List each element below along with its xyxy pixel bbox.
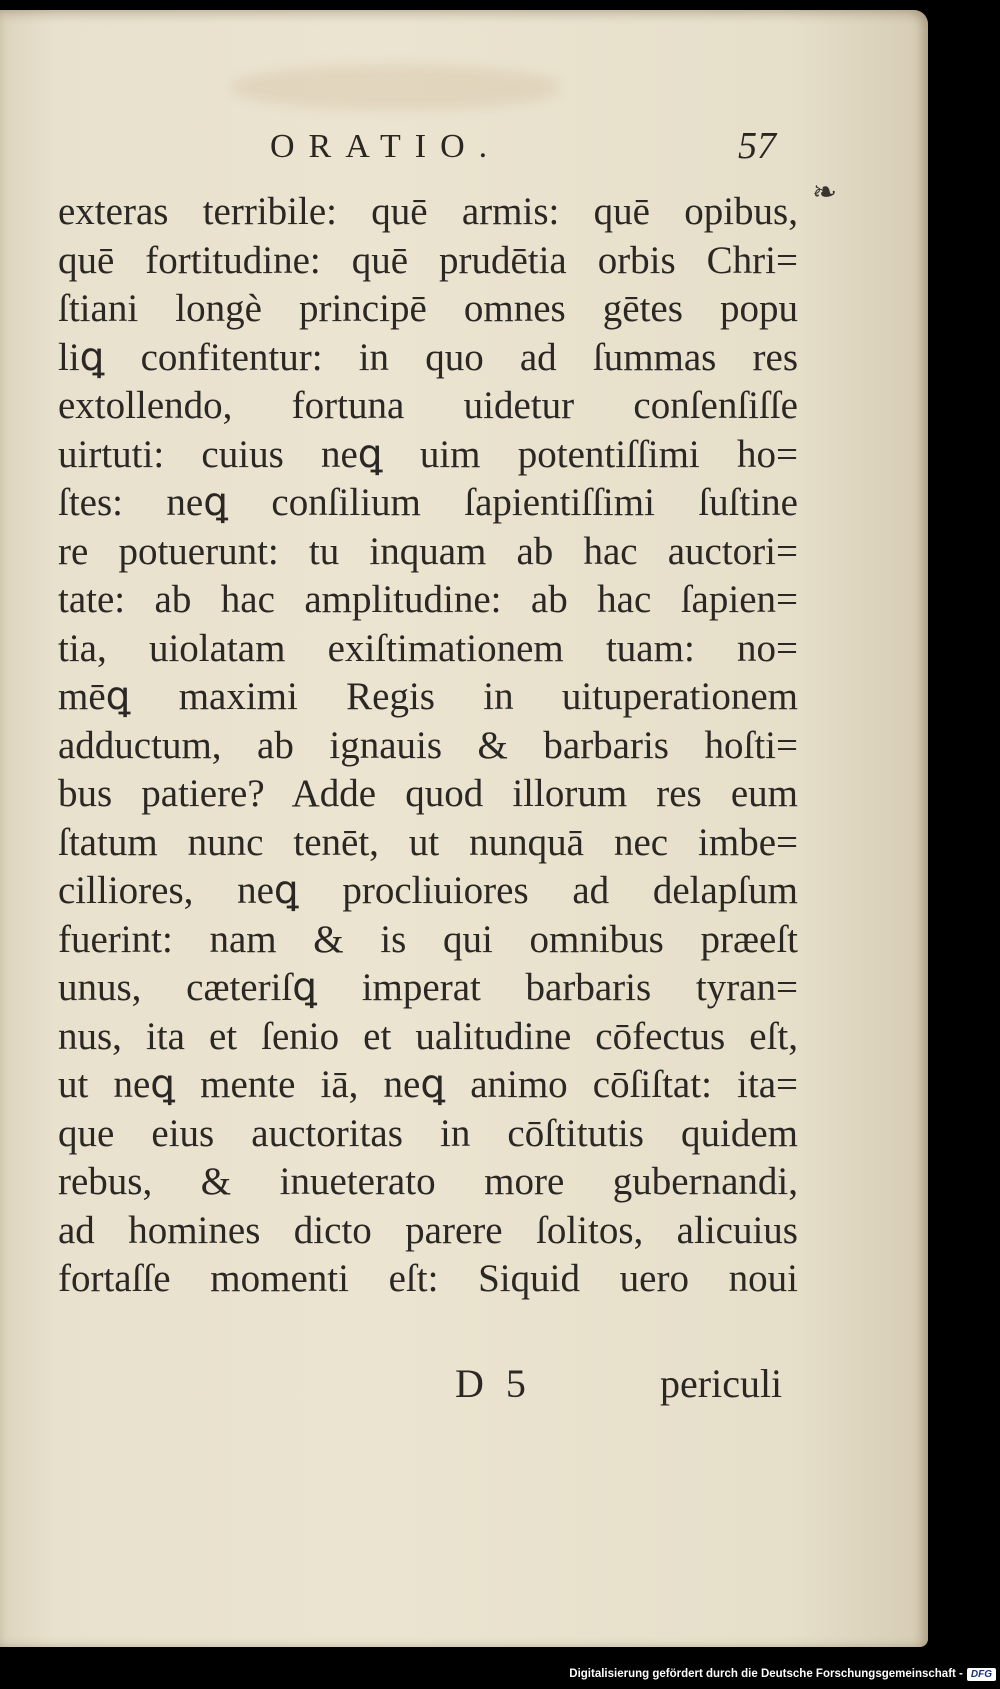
text-line: ſtiani longè principē omnes gētes popu xyxy=(58,287,798,330)
text-line: uirtuti: cuius neꝗ uim potentiſſimi ho= xyxy=(58,432,798,476)
text-line: fortaſſe momenti eſt: Siquid uero noui xyxy=(58,1257,798,1300)
text-line: tate: ab hac amplitudine: ab hac ſapien= xyxy=(58,578,798,621)
book-page xyxy=(0,10,928,1647)
body-text xyxy=(58,188,798,1304)
text-line: nus, ita et ſenio et ualitudine cōfectus eſt, xyxy=(58,1014,798,1058)
running-head: ORATIO. xyxy=(270,128,502,165)
catchword: periculi xyxy=(660,1361,783,1406)
dfg-logo: DFG xyxy=(967,1668,996,1681)
paper-stain xyxy=(230,65,560,110)
credit-text: Digitalisierung gefördert durch die Deutsche Forschungsgemeinschaft - xyxy=(569,1668,963,1680)
text-line: tia, uiolatam exiſtimationem tuam: no= xyxy=(58,626,798,670)
text-line: adductum, ab ignauis & barbaris hoſti= xyxy=(58,723,798,767)
text-line: rebus, & inueterato more gubernandi, xyxy=(58,1160,798,1203)
page-footer xyxy=(0,1360,928,1420)
text-line: ad homines dicto parere ſolitos, alicuius xyxy=(58,1208,798,1252)
text-line: liꝗ confitentur: in quo ad ſummas res xyxy=(58,335,798,379)
page-header xyxy=(0,125,928,178)
text-line: que eius auctoritas in cōſtitutis quidem xyxy=(58,1111,798,1155)
text-line: quē fortitudine: quē prudētia orbis Chri= xyxy=(58,238,798,282)
text-line: exteras terribile: quē armis: quē opibus, xyxy=(58,190,798,233)
text-line: ſtatum nunc tenēt, ut nunquā nec imbe= xyxy=(58,820,798,864)
text-line: re potuerunt: tu inquam ab hac auctori= xyxy=(58,529,798,573)
printer-ornament-icon: ❧ xyxy=(812,176,838,209)
digitization-credit xyxy=(569,1661,996,1687)
text-line: extollendo, fortuna uidetur conſenſiſſe xyxy=(58,384,798,427)
text-line: bus patiere? Adde quod illorum res eum xyxy=(58,772,798,815)
text-line: fuerint: nam & is qui omnibus præeſt xyxy=(58,917,798,961)
page-number: 57 xyxy=(738,125,776,167)
text-line: ut neꝗ mente iā, neꝗ animo cōſiſtat: ita= xyxy=(58,1063,798,1106)
text-line: unus, cæteriſꝗ imperat barbaris tyran= xyxy=(58,966,798,1009)
signature-mark: D 5 xyxy=(455,1361,532,1406)
text-line: ſtes: neꝗ conſilium ſapientiſſimi ſuſtine xyxy=(58,481,798,524)
text-line: mēꝗ maximi Regis in uituperationem xyxy=(58,675,798,718)
text-line: cilliores, neꝗ procliuiores ad delapſum xyxy=(58,869,798,912)
